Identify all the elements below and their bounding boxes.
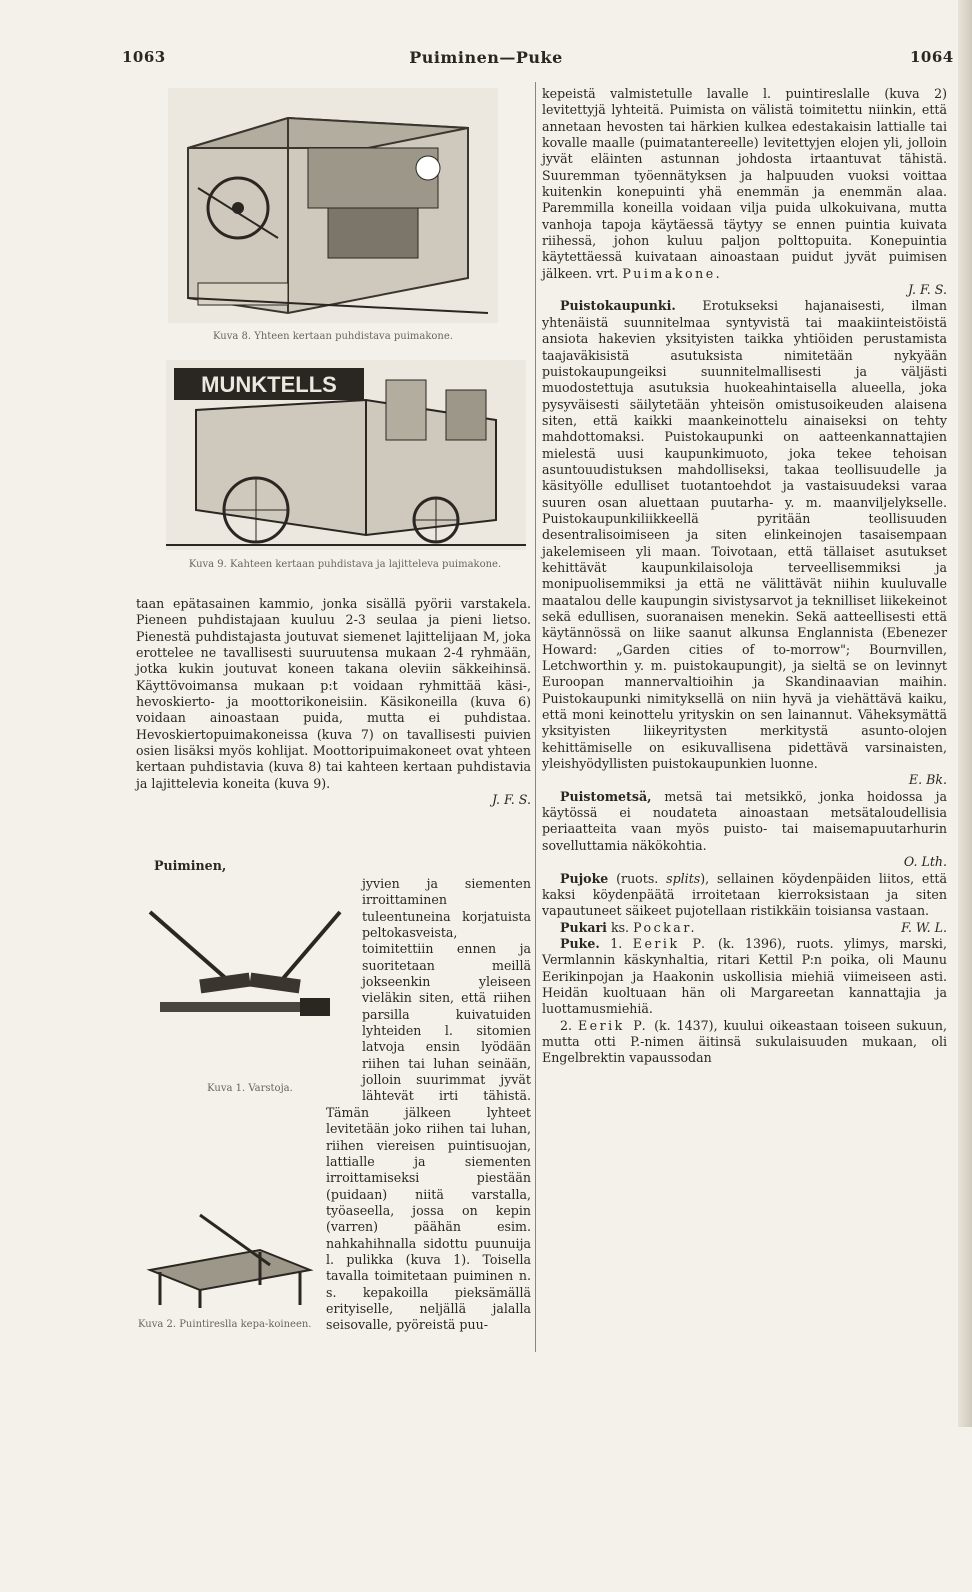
right-column — [542, 86, 947, 1067]
puke-1-name: Eerik P. — [632, 935, 708, 951]
pukari-ks: ks. — [610, 919, 630, 935]
puistometsa-headword: Puistometsä, — [560, 788, 652, 804]
fig9-brand-text: MUNKTELLS — [201, 372, 337, 397]
puke-1-body: (k. 1396), ruots. ylimys, marski, Vermlannin käskynhaltia, ritari Kettil P:n poika, oli Maunu Eerikinpojan ja Haakonin uskollisia miehiä viimeiseen asti. Heidän kuoltuaan hän oli Margareetan kannattajia ja luottamusmiehiä. — [542, 935, 947, 1017]
fig8-caption: Kuva 8. Yhteen kertaan puhdistava puimakone. — [213, 331, 453, 342]
pujoke-body-a: (ruots. — [616, 870, 659, 886]
pujoke-body-b: ), sellainen köydenpäiden liitos, että kaksi köydenpäätä irroitetaan kierroksistaan ja siten vapautuneet säikeet pujotellaan ristikkäin toisiansa vastaan. — [542, 870, 947, 919]
puiminen-headword: Puiminen, — [154, 858, 227, 873]
puke-article-2 — [542, 1018, 947, 1067]
pujoke-splits: splits — [666, 870, 701, 886]
fig1-float-space — [136, 876, 362, 1092]
pukari-reference: Pockar. — [633, 919, 697, 935]
pujoke-signature: F. W. L. — [901, 919, 947, 935]
threshing-machine-illustration-fig9 — [166, 360, 526, 550]
puistokaupunki-article — [542, 298, 947, 772]
threshing-rack-illustration-fig2 — [140, 1210, 320, 1310]
page-edge-shadow — [958, 0, 972, 1427]
fig1-caption: Kuva 1. Varstoja. — [207, 1083, 293, 1094]
fig2-caption: Kuva 2. Puintireslla kepa-koineen. — [138, 1319, 312, 1330]
puke-2-body: (k. 1437), kuului oikeastaan toiseen sukuun, mutta otti P.-nimen äitinsä sukulaisuuden mukaan, oli Engelbrektin vapaussodan — [542, 1017, 947, 1066]
puistokaupunki-signature: E. Bk. — [908, 772, 947, 788]
puistometsa-article — [542, 789, 947, 854]
left-paragraph-machines: taan epätasainen kammio, jonka sisällä pyörii varstakela. Pieneen puhdistajaan kuuluu 2-3 seulaa ja pieni lietso. Pienestä puhdistajasta joutuvat siemenet lajittelijaan M, joka erottelee ne tavallisesti suuruutensa mukaan 2-4 ryhmään, jotka kukin joutuvat koneen takana oleviin säkkeihinsä. Käyttövoimansa mukaan p:t voidaan ryhmittää käsi-, hevoskierto- ja moottorikoneisiin. Käsikoneilla (kuva 6) voidaan ainoastaan puida, mutta ei puhdistaa. Hevoskiertopuimakoneissa (kuva 7) on tavallisesti puivien osien lisäksi myös kohlijat. Moottoripuimakoneet ovat yhteen kertaan puhdistavia (kuva 8) tai kahteen kertaan puhdistavia ja lajittelevia koneita (kuva 9). — [136, 596, 531, 791]
puistometsa-body: metsä tai metsikkö, jonka hoidossa ja käytössä ei noudateta ainoastaan metsätaloudellisia periaatteita vaan myös puisto- tai maisemapuutarhurin sovelluttamia näkökohtia. — [542, 788, 947, 853]
page-title: Puiminen—Puke — [409, 48, 563, 67]
puiminen-article-start — [136, 858, 531, 874]
fig2-float-space — [136, 1292, 326, 1592]
left-column-upper — [136, 596, 531, 808]
pujoke-headword: Pujoke — [560, 870, 609, 886]
puimakone-reference: Puimakone. — [622, 265, 723, 281]
puiminen-body: jyvien ja siementen irroittaminen tuleentuneina korjatuista peltokasveista, toimitettiin ennen ja suoritetaan meillä jokseenkin yleiseen vieläkin siten, että riihen parsilla kuivatuiden lyhteiden l. sitomien latvoja ensin lyödään riihen tai luhan seinään, jolloin suurimmat jyvät lähtevät irti tähistä. Tämän jälkeen lyhteet levitetään joko riihen tai luhan, riihen viereisen puintisuojan, lattialle ja siementen irroittamiseksi piestään (puidaan) niitä varstalla, työaseella, jossa on kepin (varren) päähän esim. nahkahihnalla sidottu puunuija l. pulikka (kuva 1). Toisella tavalla toimitetaan puiminen n. s. kepakoilla pieksämällä erityiselle, neljällä jalalla seisovalle, pyöreistä puu- — [326, 876, 531, 1333]
left-signature: J. F. S. — [491, 792, 531, 808]
pukari-headword: Pukari — [560, 919, 607, 935]
right-page-number: 1064 — [910, 48, 954, 66]
puke-1-number: 1. — [610, 935, 623, 951]
puke-2-number: 2. — [560, 1017, 573, 1033]
puistometsa-signature: O. Lth. — [903, 854, 947, 870]
puiminen-continued-text: kepeistä valmistetulle lavalle l. puintireslalle (kuva 2) levitettyjä lyhteitä. Puimista on välistä toimitettu niinkin, että annetaan hevosten tai härkien kulkea edestakaisin lattialle tai kovalle maalle (puimatantereelle) levitettyjen elojen yli, jolloin jyvät eläinten astunnan johdosta irtaantuvat tähistä. Suuremman työennätyksen ja halpuuden vuoksi voittaa kuitenkin konepuinti yhä enemmän ja enemmän alaa. Paremmilla koneilla voidaan vilja puida ulkokuivana, mutta vanhoja tapoja käytäessä täytyy se ennen puintia kuivata riihessä, johon kuluu paljon polttopuita. Konepuintia käytettäessä kuivataan ainoastaan puidut jyvät puimisen jälkeen. vrt. — [542, 86, 947, 281]
left-page-number: 1063 — [122, 48, 166, 66]
fig9-caption: Kuva 9. Kahteen kertaan puhdistava ja lajitteleva puimakone. — [188, 559, 502, 570]
column-divider — [535, 82, 536, 1352]
puiminen-continued — [542, 86, 947, 282]
puistokaupunki-body: Erotukseksi hajanaisesti, ilman yhtenäistä suunnitelmaa syntyvistä tai maakiinteistöistä ansiota hakevien yksityisten taikka yhtiöiden perustamista taajaväkisistä asutuksista nimitetään nykyään puistokaupungeiksi suunnitelmallisesti ja väljästi muodostettuja asutuksia huokeahintaisella alueella, joka pysyväisesti säilytetään yhteisön omistusoikeuden alaisena siten, että kaikki maankeinottelu ainaiseksi on tehty mahdottomaksi. Puistokaupunki on aatteenkannattajien mielestä uusi kaupunkimuoto, joka tekee tehoisan asuntouudistuksen mahdolliseksi, takaa teollisuudelle ja käsityölle edulliset tuotantoehdot ja vastaisuudeksi varaa suuren osan aluettaan puutarha- y. m. maanviljelykselle. Puistokaupunkiliikkeellä pyritään teollisuuden desentralisoimiseen ja siten elinkeinojen tasaisempaan jakelemiseen yli maan. Toivotaan, että tällaiset asutukset kehittävät kaupunkilaisoloja terveellisemmiksi ja monipuolisemmiksi ja että ne välittävät niihin kuuluvalle maatalou delle kaupungin sivistysarvot ja teknilliset liikekeinot sekä edullisen, suoranaisen menekin. Sekä aatteellisesti että käytännössä on liike saanut alkunsa Englannista (Ebenezer Howard: „Garden cities of to-morrow"; Bournvillen, Letchworthin y. m. puistokaupungit), ja sieltä se on levinnyt Euroopan mannervaltioihin ja Skandinaavian maihin. Puistokaupunki nimityksellä on niin hyvä ja viehättävä kaiku, että moni keinottelu yrityskin on sen lainannut. Väheksymättä yksityisten liikeyritysten merkitystä asunto-olojen kehittämiselle on esikuvallisena pidettävä varsinaisten, yleishyödyllisten puistokaupunkien luonne. — [542, 298, 947, 772]
puistokaupunki-headword: Puistokaupunki. — [560, 298, 676, 314]
puiminen-signature: J. F. S. — [907, 282, 947, 298]
threshing-machine-illustration-fig8 — [168, 88, 498, 323]
puke-headword: Puke. — [560, 935, 600, 951]
puke-article-1 — [542, 936, 947, 1018]
puke-2-name: Eerik P. — [577, 1017, 649, 1033]
